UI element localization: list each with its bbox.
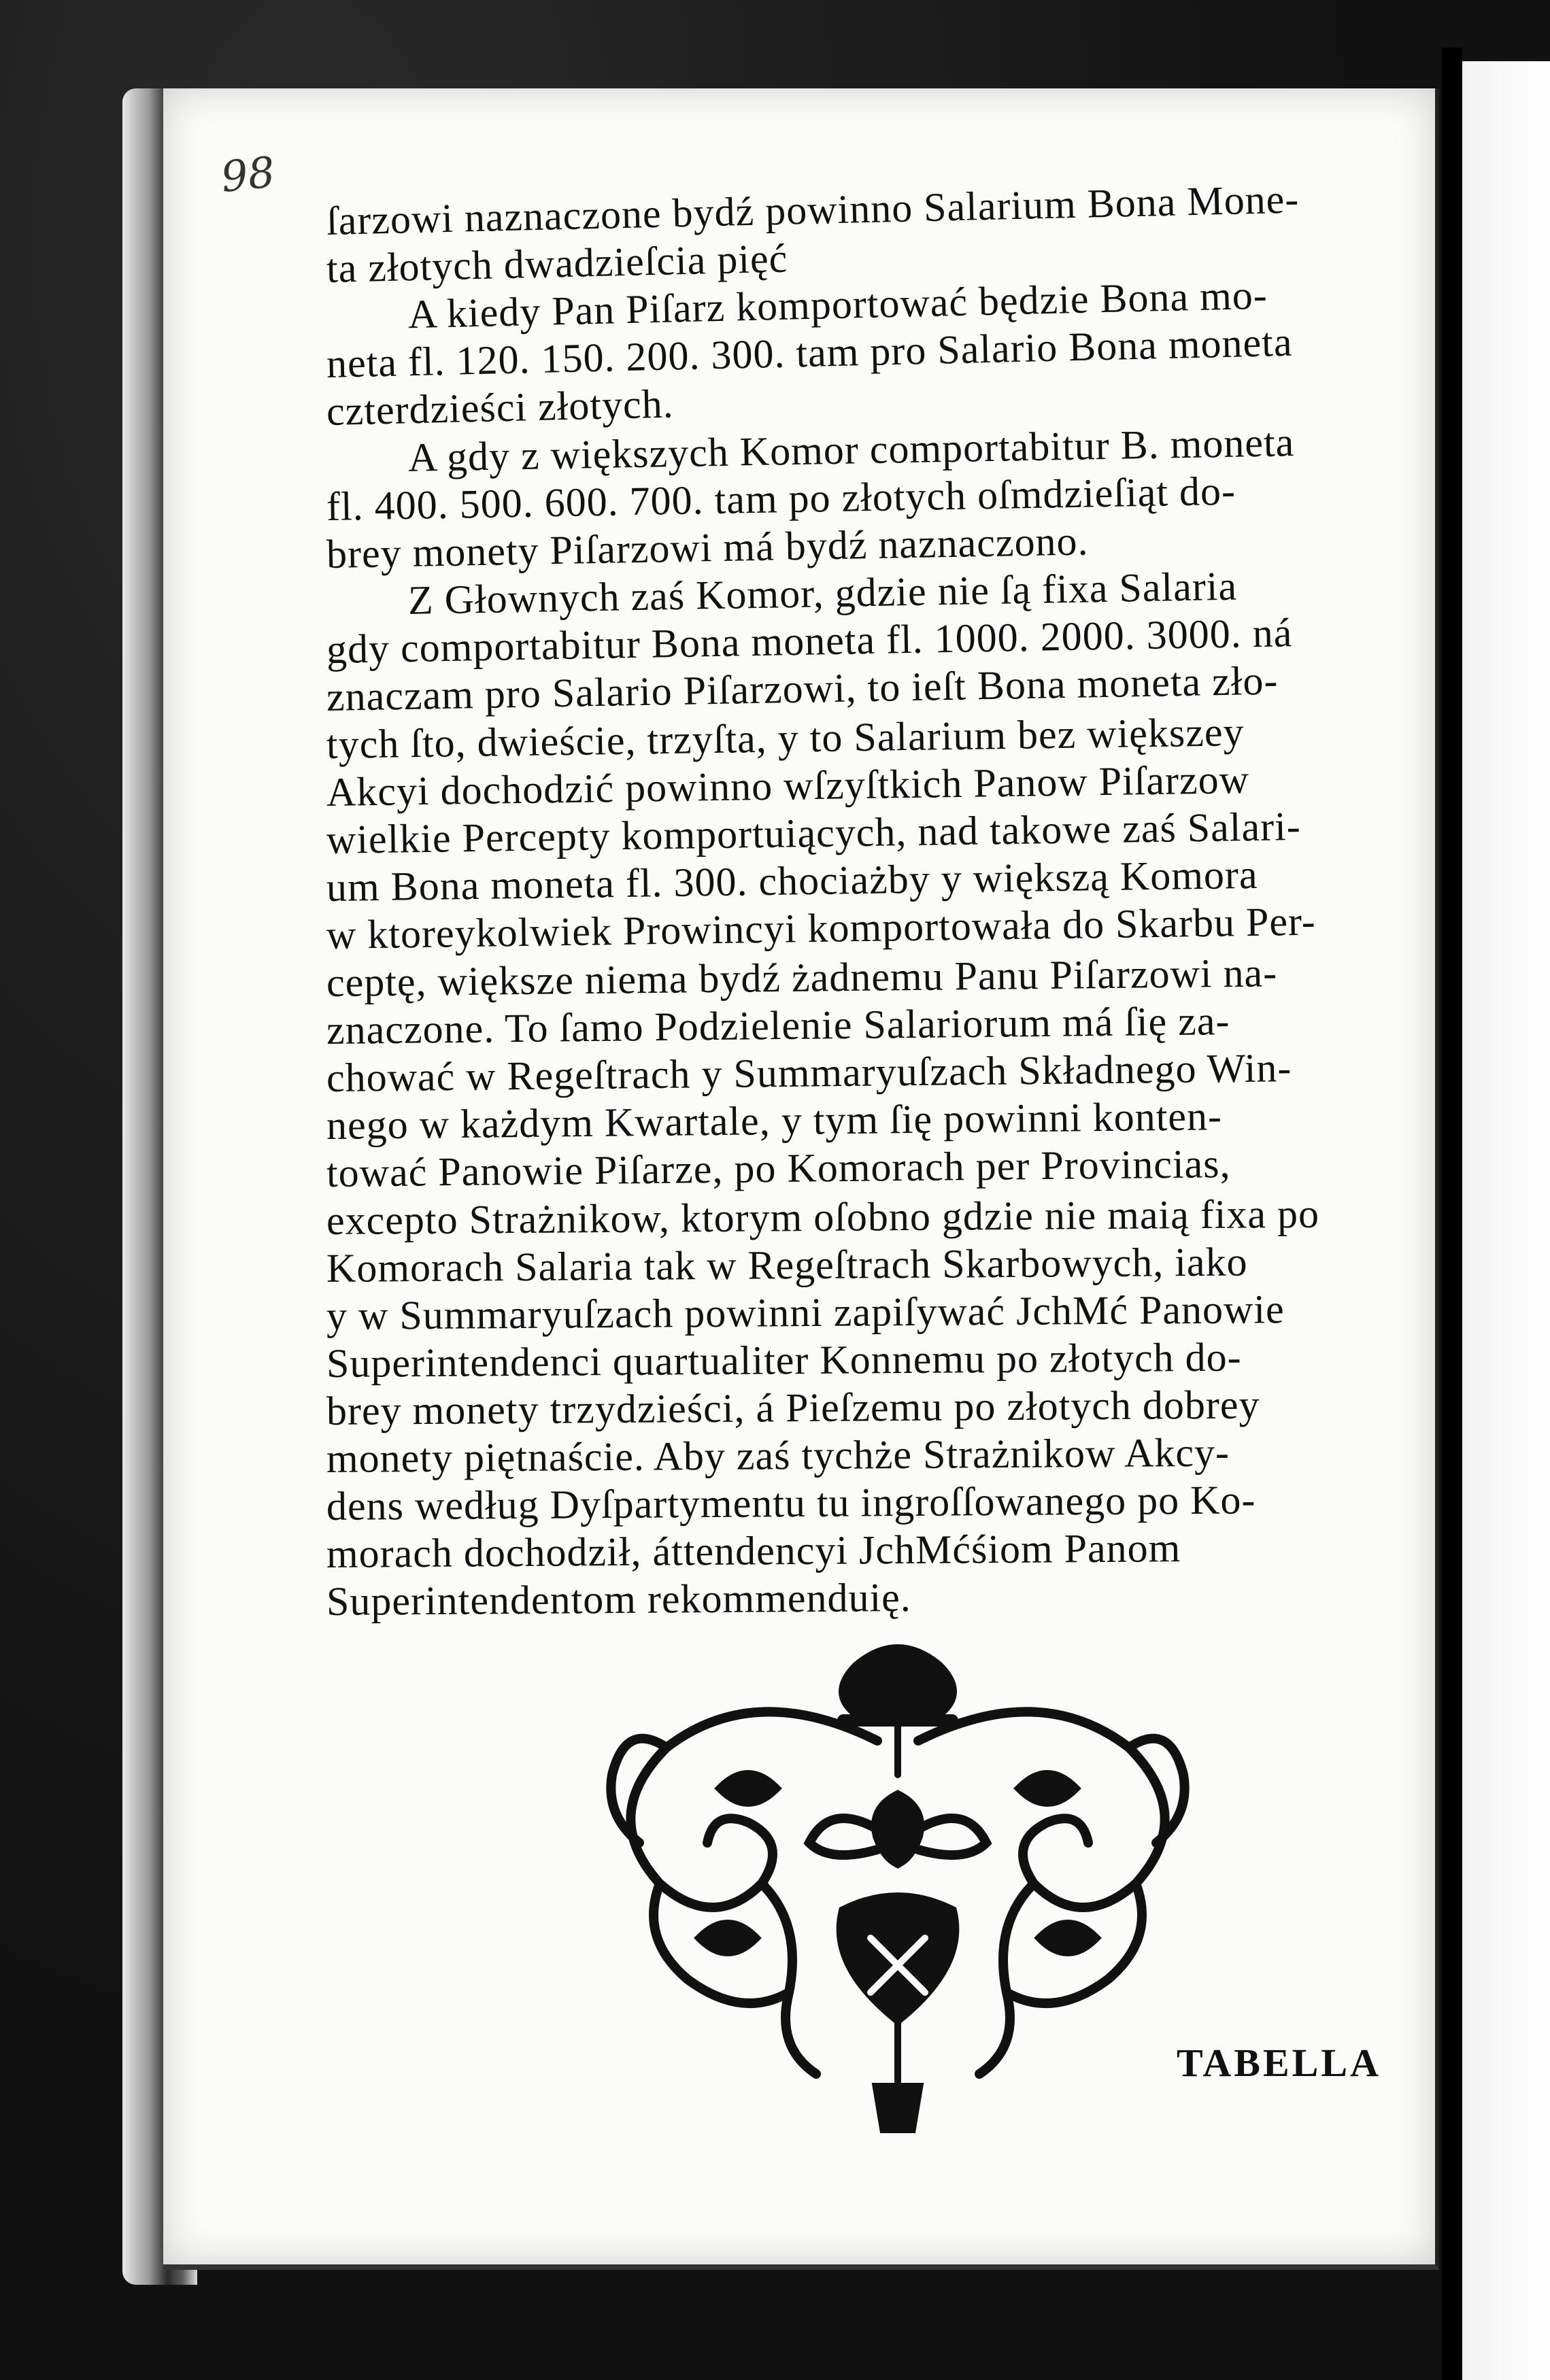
text-line: brey monety trzydzieści, á Pieſzemu po złotych dobrey [326, 1382, 1260, 1433]
text-line: Akcyi dochodzić powinno wſzyſtkich Panow Piſarzow [326, 757, 1250, 815]
text-line: monety piętnaście. Aby zaś tychże Strażnikow Akcy- [326, 1429, 1230, 1481]
ornamental-vignette-icon [585, 1639, 1211, 2156]
text-line: ceptę, większe niema bydź żadnemu Panu Piſarzowi na- [326, 950, 1278, 1005]
text-line: Komorach Salaria tak w Regeſtrach Skarbowych, iako [326, 1239, 1248, 1291]
text-line: ſarzowi naznaczone bydź powinno Salarium Bona Mone- [326, 176, 1300, 243]
text-line: um Bona moneta fl. 300. chociażby y większą Komora [326, 851, 1258, 910]
text-line: fl. 400. 500. 600. 700. tam po złotych oſmdzieſiąt do- [326, 468, 1236, 529]
text-line: A gdy z większych Komor comportabitur B. moneta [407, 420, 1295, 480]
text-line: Z Głownych zaś Komor, gdzie nie ſą fixa Salaria [407, 563, 1238, 623]
text-line: Superintendenci quartualiter Konnemu po złotych do- [326, 1334, 1242, 1386]
text-line: nego w każdym Kwartale, y tym ſię powinni konten- [326, 1093, 1223, 1148]
text-line: tych ſto, dwieście, trzyſta, y to Salarium bez większey [326, 709, 1245, 767]
text-line: brey monety Piſarzowi má bydź naznaczono. [326, 518, 1090, 577]
text-line: gdy comportabitur Bona moneta fl. 1000. 2000. 3000. ná [326, 610, 1293, 672]
text-line: wielkie Percepty komportuiących, nad takowe zaś Salari- [326, 803, 1302, 862]
text-line: excepto Strażnikow, ktorym oſobno gdzie nie maią fixa po [326, 1191, 1320, 1243]
text-line: znaczone. To ſamo Podzielenie Salariorum má ſię za- [326, 998, 1230, 1053]
text-line: znaczam pro Salario Piſarzowi, to ieſt Bona moneta zło- [326, 658, 1279, 719]
document-page [163, 88, 1439, 2270]
text-line: w ktoreykolwiek Prowincyi komportowała do Skarbu Per- [326, 898, 1317, 957]
text-line: y w Summaryuſzach powinni zapiſywać JchMć Panowie [326, 1287, 1285, 1338]
text-line: A kiedy Pan Piſarz komportować będzie Bona mo- [407, 272, 1268, 337]
text-line: dens według Dyſpartymentu tu ingroſſowanego po Ko- [326, 1477, 1256, 1529]
body-text [326, 176, 1530, 1625]
text-line: morach dochodził, áttendencyi JchMćśiom Panom [326, 1525, 1181, 1576]
page-number: 98 [218, 147, 277, 202]
text-line: ta złotych dwadzieſcia pięć [326, 235, 788, 291]
text-line: tować Panowie Piſarze, po Komorach per Provincias, [326, 1141, 1231, 1195]
text-line: neta fl. 120. 150. 200. 300. tam pro Salario Bona moneta [326, 319, 1294, 386]
catchword: TABELLA [1177, 2041, 1381, 2085]
text-line: czterdzieści złotych. [326, 381, 675, 434]
text-line: Superintendentom rekommenduię. [326, 1574, 912, 1624]
text-line: chować w Regeſtrach y Summaryuſzach Składnego Win- [326, 1045, 1292, 1100]
